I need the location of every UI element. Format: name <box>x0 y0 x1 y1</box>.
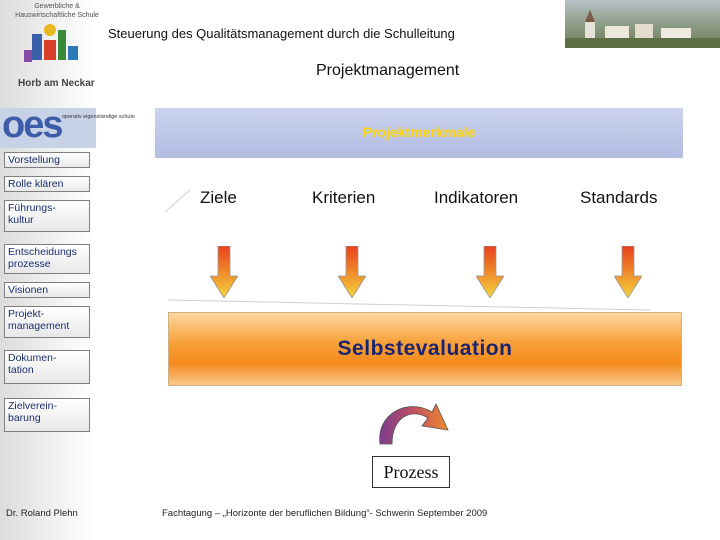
page-subtitle: Projektmanagement <box>316 62 460 79</box>
school-logo <box>4 0 99 100</box>
down-arrow-icon <box>614 246 642 298</box>
prozess-box: Prozess <box>372 456 450 488</box>
footer-text: Fachtagung – „Horizonte der beruflichen Bildung“- Schwerin September 2009 <box>162 508 488 519</box>
school-name: Gewerbliche & Hauswirtschaftliche Schule <box>15 3 99 19</box>
term-ziele: Ziele <box>200 188 237 207</box>
nav-item-visionen[interactable]: Visionen <box>4 282 90 298</box>
term-standards: Standards <box>580 188 658 207</box>
oes-tagline: operativ eigenständige schule <box>62 114 135 120</box>
nav-item-dokumentation[interactable]: Dokumen- tation <box>4 350 90 384</box>
projektmerkmale-box: Projektmerkmale <box>155 108 683 158</box>
nav-item-zielvereinbarung[interactable]: Zielverein- barung <box>4 398 90 432</box>
cycle-arrow-icon <box>370 392 460 452</box>
down-arrow-icon <box>476 246 504 298</box>
term-indikatoren: Indikatoren <box>434 188 519 207</box>
nav-item-projektmanagement[interactable]: Projekt- management <box>4 306 90 338</box>
author: Dr. Roland Plehn <box>6 508 78 519</box>
down-arrow-icon <box>338 246 366 298</box>
nav-item-vorstellung[interactable]: Vorstellung <box>4 152 90 168</box>
selbstevaluation-box: Selbstevaluation <box>168 312 682 386</box>
oes-logo: oes <box>2 104 62 146</box>
term-kriterien: Kriterien <box>312 188 376 207</box>
page-title: Steuerung des Qualitätsmanagement durch die Schulleitung <box>108 26 455 41</box>
down-arrow-icon <box>210 246 238 298</box>
town-skyline-icon <box>565 0 720 48</box>
nav-item-fuehrungskultur[interactable]: Führungs- kultur <box>4 200 90 232</box>
nav-item-entscheidungsprozesse[interactable]: Entscheidungs prozesse <box>4 244 90 274</box>
town-name: Horb am Neckar <box>18 78 95 89</box>
nav-item-rolle-klaeren[interactable]: Rolle klären <box>4 176 90 192</box>
town-photo <box>565 0 720 48</box>
